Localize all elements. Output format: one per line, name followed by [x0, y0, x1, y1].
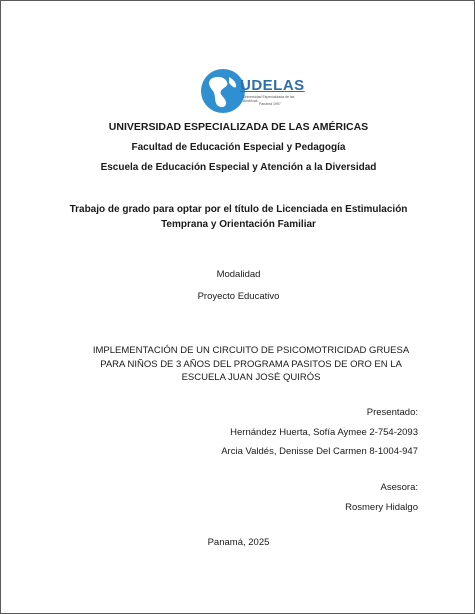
- school-name: Escuela de Educación Especial y Atención a la Diversidad: [100, 162, 377, 173]
- author-1: Hernández Huerta, Sofía Aymee 2-754-2093: [230, 427, 418, 438]
- advisor-name: Rosmery Hidalgo: [345, 502, 418, 513]
- project-title: [81, 344, 421, 385]
- faculty-name: Facultad de Educación Especial y Pedagogía: [131, 142, 346, 153]
- logo-brand: UDELAS: [240, 77, 305, 94]
- logo-tagline: Universidad Especializada de las Américas: [243, 95, 295, 103]
- degree-work-line-1: Trabajo de grado para optar por el título de Licenciada en Estimulación: [69, 204, 408, 215]
- university-name: UNIVERSIDAD ESPECIALIZADA DE LAS AMÉRICAS: [108, 121, 369, 133]
- place-date: Panamá, 2025: [207, 537, 270, 548]
- degree-work-line-2: Temprana y Orientación Familiar: [161, 219, 316, 230]
- modality-value: Proyecto Educativo: [197, 291, 280, 302]
- presented-label: Presentado:: [366, 407, 418, 418]
- advisor-label: Asesora:: [380, 482, 418, 493]
- author-2: Arcia Valdés, Denisse Del Carmen 8-1004-947: [221, 446, 418, 457]
- logo-since: Panamá 1997: [259, 102, 281, 106]
- project-title-line-2: PARA NIÑOS DE 3 AÑOS DEL PROGRAMA PASITOS DE ORO EN LA: [100, 358, 402, 370]
- degree-work-statement: [1, 202, 475, 232]
- project-title-line-3: ESCUELA JUAN JOSÉ QUIRÓS: [181, 372, 321, 383]
- project-title-line-1: IMPLEMENTACIÓN DE UN CIRCUITO DE PSICOMOTRICIDAD GRUESA: [92, 345, 410, 356]
- modality-label: Modalidad: [216, 269, 261, 280]
